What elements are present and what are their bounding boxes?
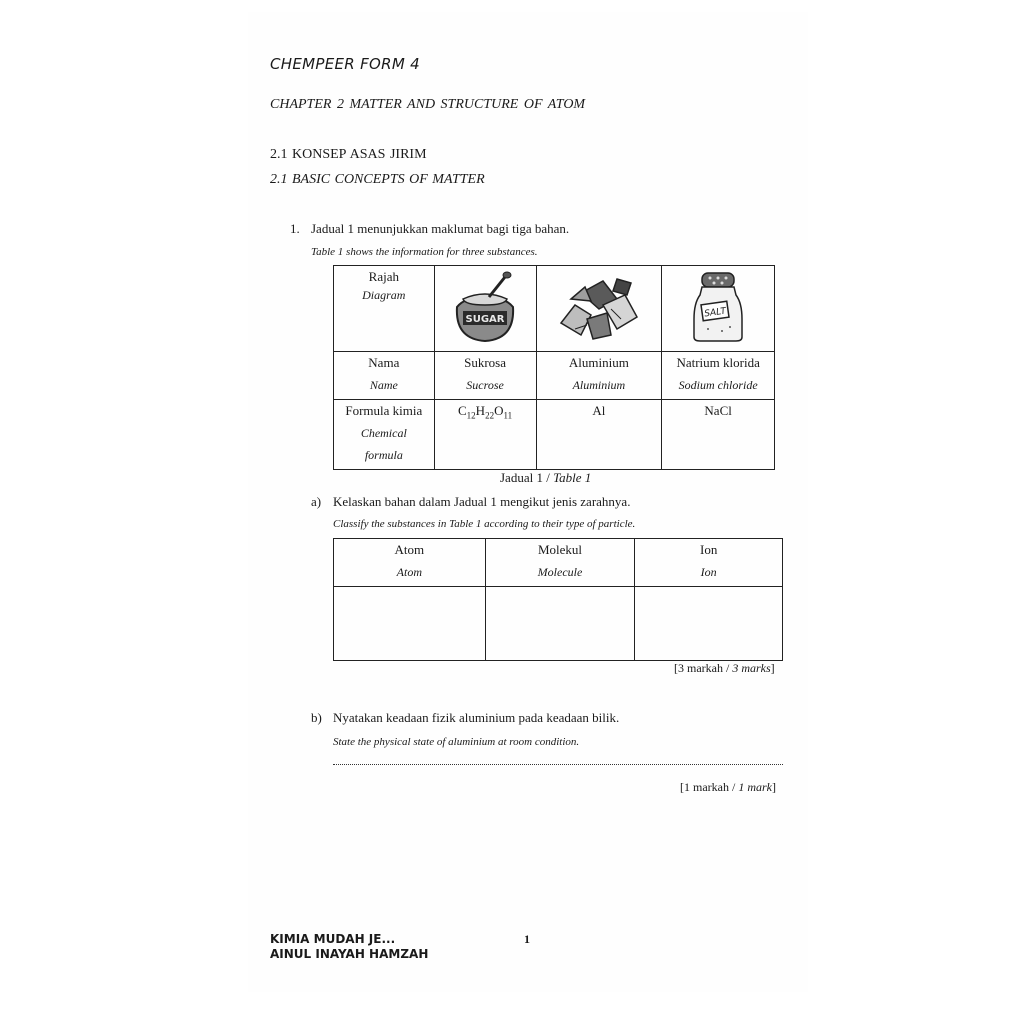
worksheet-title: CHEMPEER FORM 4 [270,55,420,73]
section-heading-en: 2.1 BASIC CONCEPTS OF MATTER [270,172,485,187]
page-number: 1 [524,932,530,946]
part-a-marks: [3 markah / 3 marks] [674,661,775,675]
column-atom: Atom Atom [334,539,486,587]
part-b-text-ms: Nyatakan keadaan fizik aluminium pada keadaan bilik. [333,710,620,725]
table-row [334,400,775,470]
chapter-heading: CHAPTER 2 MATTER AND STRUCTURE OF ATOM [270,97,586,112]
molecule-answer-cell[interactable] [485,587,635,661]
aluminium-foil-image [536,266,662,352]
part-a-label: a) [311,494,322,509]
aluminium-formula-cell: Al [536,400,662,470]
section-heading-ms: 2.1 KONSEP ASAS JIRIM [270,147,427,162]
part-b-label: b) [311,710,322,725]
aluminium-name-cell: Aluminium Aluminium [536,352,662,400]
table-row [334,587,783,661]
table1-caption: Jadual 1 / Table 1 [500,470,592,485]
question-number: 1. [290,221,300,236]
part-b-marks: [1 markah / 1 mark] [680,780,776,794]
column-ion: Ion Ion [635,539,783,587]
sodium-chloride-formula-cell: NaCl [662,400,775,470]
answer-line[interactable] [333,764,783,765]
sucrose-name-cell: Sukrosa Sucrose [434,352,536,400]
row-label-formula: Formula kimia Chemical formula [334,400,435,470]
atom-answer-cell[interactable] [334,587,486,661]
part-b-text-en: State the physical state of aluminium at room condition. [333,736,580,748]
question-text-ms: Jadual 1 menunjukkan maklumat bagi tiga bahan. [311,221,570,236]
footer-credit: KIMIA MUDAH JE... AINUL INAYAH HAMZAH [270,932,429,961]
table-row [334,539,783,587]
row-label-diagram: Rajah Diagram [334,266,435,352]
row-label-name: Nama Name [334,352,435,400]
sugar-bag-image [434,266,536,352]
classification-table [333,538,783,661]
table-row [334,352,775,400]
svg-text:SALT: SALT [703,306,727,319]
sodium-chloride-name-cell: Natrium klorida Sodium chloride [662,352,775,400]
ion-answer-cell[interactable] [635,587,783,661]
substances-table [333,265,775,470]
column-molecule: Molekul Molecule [485,539,635,587]
table-row [334,266,775,352]
salt-shaker-image [662,266,775,352]
sucrose-formula: $C_{12}H_{22}O_{11}$ [458,403,513,421]
question-text-en: Table 1 shows the information for three substances. [311,246,538,258]
svg-text:SUGAR: SUGAR [465,313,505,325]
part-a-text-ms: Kelaskan bahan dalam Jadual 1 mengikut jenis zarahnya. [333,494,631,509]
part-a-text-en: Classify the substances in Table 1 according to their type of particle. [333,518,636,530]
sucrose-formula-cell [434,400,536,470]
